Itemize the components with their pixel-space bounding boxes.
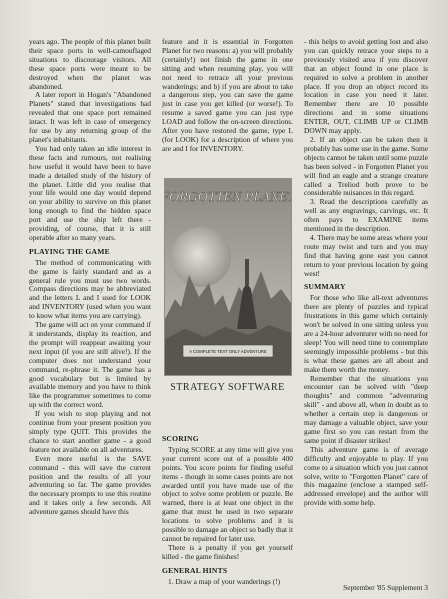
- artwork-banner: A COMPLETE TEXT ONLY ADVENTURE: [189, 349, 267, 354]
- paragraph: For those who like all-text adventures there are plenty of puzzles and typical frustrations in this game which certainly won't be solved in one sitting unless you are a 24-hour adventurer with no need for sleep! You will need time to contemplate seemingly impossible problems - but this is what these games are all about and make them worth the money.: [304, 293, 428, 374]
- page-footer: September '85 Supplement 3: [343, 583, 428, 592]
- column-3: [304, 38, 428, 508]
- paragraph: The game will act on your command if it understands, display its reaction, and the prompt will reappear awaiting your next input (if you are still alive!). If the computer does not understand your command, re-phrase it. The game has a good vocabulary but is limited by available memory and you have to think like the programmer sometimes to come up with the correct word.: [29, 320, 151, 410]
- paragraph: 3. Read the descriptions carefully as well as any engravings, carvings, etc. It often pays to EXAMINE items mentioned in the description.: [304, 197, 428, 234]
- column-2-lower: [162, 435, 293, 587]
- paragraph: A later report in Hogan's "Abandoned Planets" stated that investigations had revealed that one space port remained intact. It was left in case of emergency for use by any returning group of the planet's inhabitants.: [29, 90, 151, 144]
- paragraph: You had only taken an idle interest in these facts and rumours, not realising how useful it would have been to have made a detailed study of the history of the planet. Little did you realise that your life would one day would depend on your ability to survive on this planet long enough to find the hidden space port and use the ship left there - providing, of course, that it is still operable after so many years.: [29, 143, 151, 242]
- paragraph: There is a penalty if you get yourself killed - the game finishes!: [162, 542, 293, 561]
- artwork-title: FORGOTTEN PLANET: [165, 190, 291, 205]
- paragraph: 2. If an object can be taken then it probably has some use in the game. Some objects cannot be taken until some puzzle has been solved - in Forgotten Planet you will find an eagle and a strange creature called a Treliod both prove to be considerable nuisances in this regard.: [304, 134, 428, 198]
- paragraph: This adventure game is of average difficulty and enjoyable to play. If you come to a situation which you just cannot solve, write to "Forgotten Planet" care of this magazine (enclose a stamped self-addressed envelope) and the author will provide with some help.: [304, 444, 428, 508]
- figure-caption: STRATEGY SOFTWARE: [170, 382, 285, 393]
- section-heading-scoring: SCORING: [162, 434, 199, 443]
- paragraph: The method of communicating with the game is fairly standard and as a general rule you must use two words. Compass directions may be abbreviated and the letters L and I used for LOOK and INVENTORY (used when you want to know what items you are carrying).: [29, 257, 151, 321]
- paragraph: - this helps to avoid getting lost and also you can quickly retrace your steps to a previously visited area if you discover that an object found in one place is required to solve a problem in another place. If you drop an object record its location in case you need it later. Remember there are 10 possible directions and in some situations ENTER, OUT, CLIMB UP or CLIMB DOWN may apply.: [304, 37, 428, 136]
- column-2: [162, 38, 293, 154]
- paragraph: If you wish to stop playing and not continue from your present position you simply type QUIT. This provides the chance to start another game - a good feature not available on all adventures.: [29, 409, 151, 454]
- column-1: [29, 38, 151, 517]
- paragraph: years ago. The people of this planet built their space ports in well-camouflaged situations to discourage visitors. All these space ports were meant to be destroyed when the planet was abandoned.: [29, 37, 151, 91]
- game-box-artwork: [164, 178, 292, 376]
- paragraph: 4. There may be some areas where your route may twist and turn and you may find that having gone east you cannot return to your previous location by going west!: [304, 232, 428, 278]
- paragraph: Typing SCORE at any time will give you your current score out of a possible 400 points. You score points for finding useful items - though in some cases points are not awarded until you have made use of the object to solve some problem or puzzle. Be warned, there is at least one object in the game that must be used in two separate locations to solve problems and it is possible to damage an object so badly that it cannot be repaired for later use.: [162, 444, 293, 543]
- paragraph: Remember that the situations you encounter can be solved with "deep thoughts" and common "adventuring skill" - and above all, when in doubt as to whether a certain step is dangerous or may damage a valuable object, save your game first so you can restart from the same point if disaster strikes!: [304, 373, 428, 445]
- paragraph: Even more useful is the SAVE command - this will save the current position and the results of all your adventuring so far. The game provides the necessary prompts to use this routine and it takes only a few seconds. All adventure games should have this: [29, 453, 151, 517]
- section-heading-playing: PLAYING THE GAME: [29, 246, 110, 256]
- paragraph: 1. Draw a map of your wanderings (!): [168, 576, 281, 586]
- artwork-svg: [165, 179, 291, 375]
- paragraph: feature and it is essential in Forgotten Planet for two reasons: a) you will probably (certainly!) not finish the game in one sitting and when resuming play, you will not need to retrace all your previous wanderings; and b) if you are about to take a dangerous step, you can save the game just in case you get killed (or worse!). To resume a saved game you can just type LOAD and follow the on-screen directions. After you have restored the game, type L (for LOOK) for a description of where you are and I for INVENTORY.: [162, 37, 293, 153]
- section-heading-hints: GENERAL HINTS: [162, 565, 228, 575]
- section-heading-summary: SUMMARY: [304, 282, 346, 292]
